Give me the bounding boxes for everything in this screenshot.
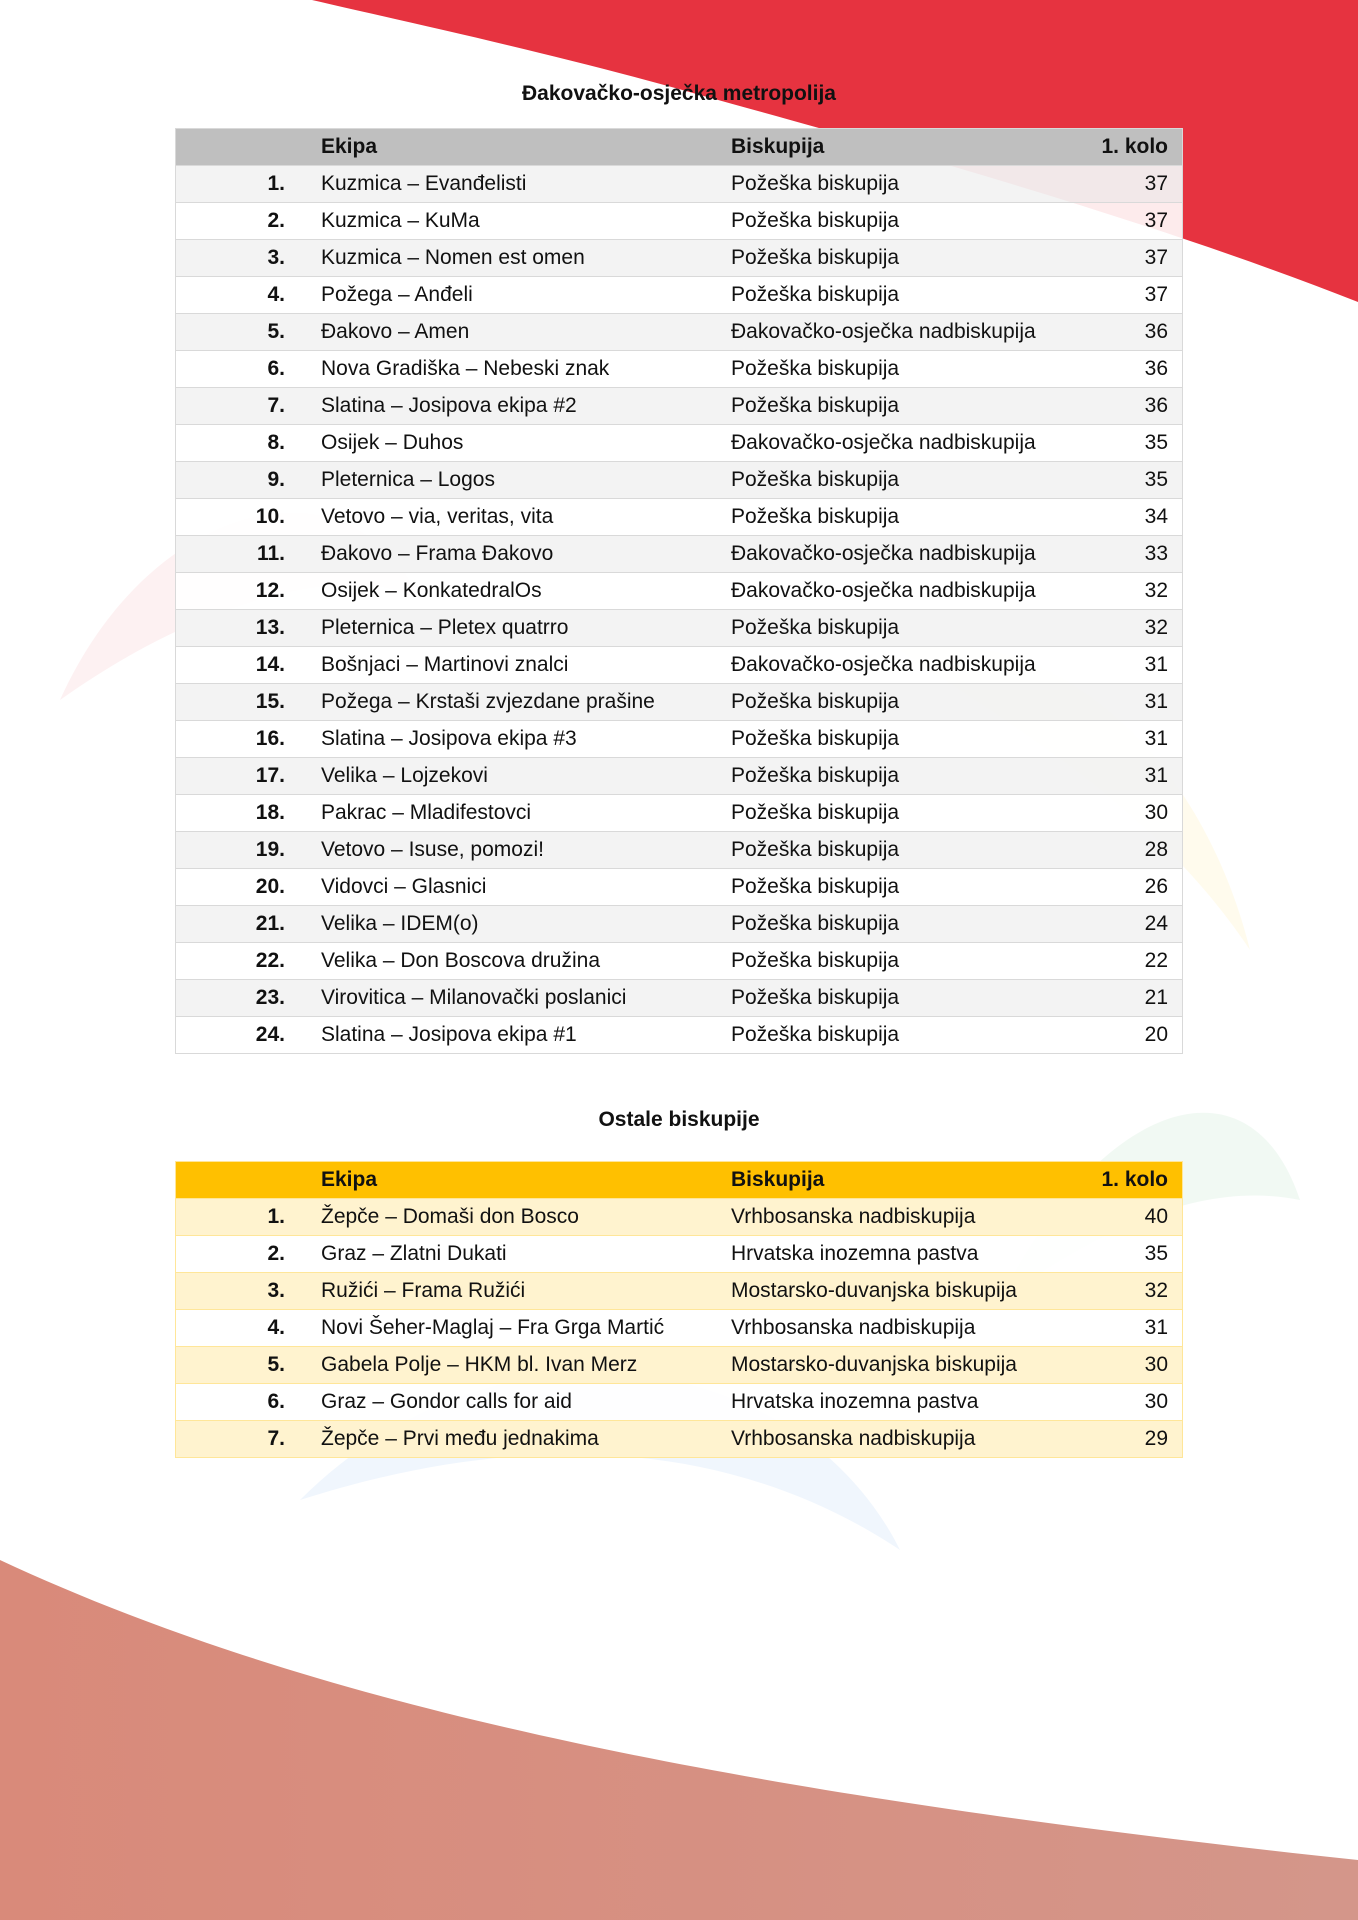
rank-cell: 2. <box>176 1236 286 1273</box>
rank-cell: 24. <box>176 1017 286 1054</box>
team-cell: Vetovo – Isuse, pomozi! <box>285 832 731 869</box>
score-cell: 31 <box>1091 647 1183 684</box>
rank-cell: 14. <box>176 647 286 684</box>
table-row <box>176 1236 1183 1273</box>
rank-cell: 6. <box>176 1384 286 1421</box>
diocese-cell: Vrhbosanska nadbiskupija <box>731 1310 1091 1347</box>
table-row <box>176 832 1183 869</box>
table-row <box>176 573 1183 610</box>
rank-cell: 16. <box>176 721 286 758</box>
diocese-cell: Požeška biskupija <box>731 1017 1091 1054</box>
team-header: Ekipa <box>285 1162 731 1199</box>
results-table-ostale <box>175 1161 1183 1458</box>
rank-cell: 3. <box>176 1273 286 1310</box>
score-cell: 24 <box>1091 906 1183 943</box>
table-row <box>176 906 1183 943</box>
diocese-cell: Požeška biskupija <box>731 795 1091 832</box>
table-row <box>176 795 1183 832</box>
score-cell: 32 <box>1091 1273 1183 1310</box>
diocese-cell: Požeška biskupija <box>731 684 1091 721</box>
table-row <box>176 869 1183 906</box>
table-row <box>176 1199 1183 1236</box>
diocese-cell: Požeška biskupija <box>731 721 1091 758</box>
rank-cell: 5. <box>176 1347 286 1384</box>
score-cell: 36 <box>1091 314 1183 351</box>
diocese-cell: Požeška biskupija <box>731 943 1091 980</box>
rank-cell: 12. <box>176 573 286 610</box>
score-cell: 32 <box>1091 610 1183 647</box>
team-cell: Gabela Polje – HKM bl. Ivan Merz <box>285 1347 731 1384</box>
team-cell: Vidovci – Glasnici <box>285 869 731 906</box>
diocese-cell: Mostarsko-duvanjska biskupija <box>731 1273 1091 1310</box>
rank-cell: 23. <box>176 980 286 1017</box>
team-cell: Osijek – Duhos <box>285 425 731 462</box>
table-row <box>176 462 1183 499</box>
table-row <box>176 758 1183 795</box>
diocese-cell: Požeška biskupija <box>731 388 1091 425</box>
score-cell: 37 <box>1091 277 1183 314</box>
score-cell: 35 <box>1091 462 1183 499</box>
score-cell: 37 <box>1091 203 1183 240</box>
team-cell: Vetovo – via, veritas, vita <box>285 499 731 536</box>
table-row <box>176 1273 1183 1310</box>
team-cell: Virovitica – Milanovački poslanici <box>285 980 731 1017</box>
score-cell: 28 <box>1091 832 1183 869</box>
section-title-ostale: Ostale biskupije <box>598 1108 760 1131</box>
rank-cell: 18. <box>176 795 286 832</box>
rank-header <box>176 129 286 166</box>
team-cell: Osijek – KonkatedralOs <box>285 573 731 610</box>
diocese-cell: Hrvatska inozemna pastva <box>731 1384 1091 1421</box>
team-cell: Slatina – Josipova ekipa #1 <box>285 1017 731 1054</box>
rank-cell: 4. <box>176 1310 286 1347</box>
team-cell: Ružići – Frama Ružići <box>285 1273 731 1310</box>
score-cell: 32 <box>1091 573 1183 610</box>
table-row <box>176 684 1183 721</box>
diocese-cell: Mostarsko-duvanjska biskupija <box>731 1347 1091 1384</box>
table-row <box>176 203 1183 240</box>
score-cell: 31 <box>1091 721 1183 758</box>
table-row <box>176 314 1183 351</box>
score-cell: 30 <box>1091 1347 1183 1384</box>
table-row <box>176 647 1183 684</box>
table-header-row <box>176 129 1183 166</box>
score-cell: 29 <box>1091 1421 1183 1458</box>
team-cell: Graz – Zlatni Dukati <box>285 1236 731 1273</box>
diocese-cell: Požeška biskupija <box>731 499 1091 536</box>
table-row <box>176 980 1183 1017</box>
table-row <box>176 1347 1183 1384</box>
rank-cell: 13. <box>176 610 286 647</box>
table-row <box>176 1017 1183 1054</box>
rank-cell: 7. <box>176 1421 286 1458</box>
table-row <box>176 388 1183 425</box>
diocese-cell: Đakovačko-osječka nadbiskupija <box>731 647 1091 684</box>
table-row <box>176 536 1183 573</box>
rank-cell: 22. <box>176 943 286 980</box>
rank-cell: 8. <box>176 425 286 462</box>
rank-cell: 4. <box>176 277 286 314</box>
team-cell: Žepče – Domaši don Bosco <box>285 1199 731 1236</box>
table-row <box>176 499 1183 536</box>
score-cell: 31 <box>1091 684 1183 721</box>
team-cell: Kuzmica – Evanđelisti <box>285 166 731 203</box>
table-row <box>176 166 1183 203</box>
score-cell: 34 <box>1091 499 1183 536</box>
results-table-metropolija <box>175 128 1183 1054</box>
rank-cell: 2. <box>176 203 286 240</box>
diocese-cell: Požeška biskupija <box>731 980 1091 1017</box>
team-cell: Kuzmica – KuMa <box>285 203 731 240</box>
rank-cell: 5. <box>176 314 286 351</box>
team-cell: Velika – IDEM(o) <box>285 906 731 943</box>
rank-cell: 6. <box>176 351 286 388</box>
team-cell: Slatina – Josipova ekipa #3 <box>285 721 731 758</box>
score-cell: 37 <box>1091 240 1183 277</box>
table-row <box>176 943 1183 980</box>
diocese-cell: Požeška biskupija <box>731 277 1091 314</box>
diocese-cell: Požeška biskupija <box>731 240 1091 277</box>
rank-cell: 1. <box>176 166 286 203</box>
team-cell: Požega – Krstaši zvjezdane prašine <box>285 684 731 721</box>
diocese-cell: Požeška biskupija <box>731 832 1091 869</box>
team-cell: Novi Šeher-Maglaj – Fra Grga Martić <box>285 1310 731 1347</box>
score-cell: 26 <box>1091 869 1183 906</box>
score-cell: 35 <box>1091 1236 1183 1273</box>
score-cell: 35 <box>1091 425 1183 462</box>
table-row <box>176 425 1183 462</box>
diocese-cell: Đakovačko-osječka nadbiskupija <box>731 536 1091 573</box>
rank-cell: 21. <box>176 906 286 943</box>
diocese-cell: Požeška biskupija <box>731 203 1091 240</box>
rank-cell: 7. <box>176 388 286 425</box>
diocese-cell: Đakovačko-osječka nadbiskupija <box>731 573 1091 610</box>
rank-header <box>176 1162 286 1199</box>
table-row <box>176 721 1183 758</box>
team-cell: Đakovo – Frama Đakovo <box>285 536 731 573</box>
diocese-cell: Đakovačko-osječka nadbiskupija <box>731 425 1091 462</box>
team-cell: Žepče – Prvi među jednakima <box>285 1421 731 1458</box>
rank-cell: 17. <box>176 758 286 795</box>
team-cell: Nova Gradiška – Nebeski znak <box>285 351 731 388</box>
bottom-salmon-banner <box>0 1560 1358 1920</box>
team-cell: Đakovo – Amen <box>285 314 731 351</box>
score-header: 1. kolo <box>1091 129 1183 166</box>
diocese-cell: Požeška biskupija <box>731 351 1091 388</box>
rank-cell: 9. <box>176 462 286 499</box>
score-cell: 40 <box>1091 1199 1183 1236</box>
score-cell: 36 <box>1091 388 1183 425</box>
rank-cell: 11. <box>176 536 286 573</box>
rank-cell: 15. <box>176 684 286 721</box>
table-row <box>176 1384 1183 1421</box>
diocese-cell: Požeška biskupija <box>731 610 1091 647</box>
diocese-cell: Požeška biskupija <box>731 462 1091 499</box>
diocese-header: Biskupija <box>731 129 1091 166</box>
score-cell: 31 <box>1091 758 1183 795</box>
score-cell: 20 <box>1091 1017 1183 1054</box>
diocese-cell: Đakovačko-osječka nadbiskupija <box>731 314 1091 351</box>
score-cell: 36 <box>1091 351 1183 388</box>
team-cell: Kuzmica – Nomen est omen <box>285 240 731 277</box>
diocese-cell: Požeška biskupija <box>731 869 1091 906</box>
team-header: Ekipa <box>285 129 731 166</box>
score-cell: 22 <box>1091 943 1183 980</box>
diocese-cell: Vrhbosanska nadbiskupija <box>731 1199 1091 1236</box>
diocese-cell: Vrhbosanska nadbiskupija <box>731 1421 1091 1458</box>
team-cell: Velika – Lojzekovi <box>285 758 731 795</box>
score-cell: 31 <box>1091 1310 1183 1347</box>
diocese-header: Biskupija <box>731 1162 1091 1199</box>
diocese-cell: Požeška biskupija <box>731 758 1091 795</box>
section-title-metropolija: Đakovačko-osječka metropolija <box>522 82 836 105</box>
score-cell: 21 <box>1091 980 1183 1017</box>
table-row <box>176 610 1183 647</box>
rank-cell: 20. <box>176 869 286 906</box>
score-cell: 33 <box>1091 536 1183 573</box>
rank-cell: 19. <box>176 832 286 869</box>
diocese-cell: Hrvatska inozemna pastva <box>731 1236 1091 1273</box>
score-cell: 37 <box>1091 166 1183 203</box>
table-row <box>176 277 1183 314</box>
team-cell: Graz – Gondor calls for aid <box>285 1384 731 1421</box>
rank-cell: 1. <box>176 1199 286 1236</box>
table-row <box>176 1310 1183 1347</box>
rank-cell: 10. <box>176 499 286 536</box>
table-row <box>176 351 1183 388</box>
team-cell: Požega – Anđeli <box>285 277 731 314</box>
table-row <box>176 240 1183 277</box>
rank-cell: 3. <box>176 240 286 277</box>
team-cell: Pleternica – Logos <box>285 462 731 499</box>
score-cell: 30 <box>1091 1384 1183 1421</box>
score-cell: 30 <box>1091 795 1183 832</box>
table-header-row <box>176 1162 1183 1199</box>
diocese-cell: Požeška biskupija <box>731 166 1091 203</box>
team-cell: Pakrac – Mladifestovci <box>285 795 731 832</box>
team-cell: Velika – Don Boscova družina <box>285 943 731 980</box>
table-row <box>176 1421 1183 1458</box>
team-cell: Slatina – Josipova ekipa #2 <box>285 388 731 425</box>
team-cell: Bošnjaci – Martinovi znalci <box>285 647 731 684</box>
team-cell: Pleternica – Pletex quatrro <box>285 610 731 647</box>
score-header: 1. kolo <box>1091 1162 1183 1199</box>
diocese-cell: Požeška biskupija <box>731 906 1091 943</box>
